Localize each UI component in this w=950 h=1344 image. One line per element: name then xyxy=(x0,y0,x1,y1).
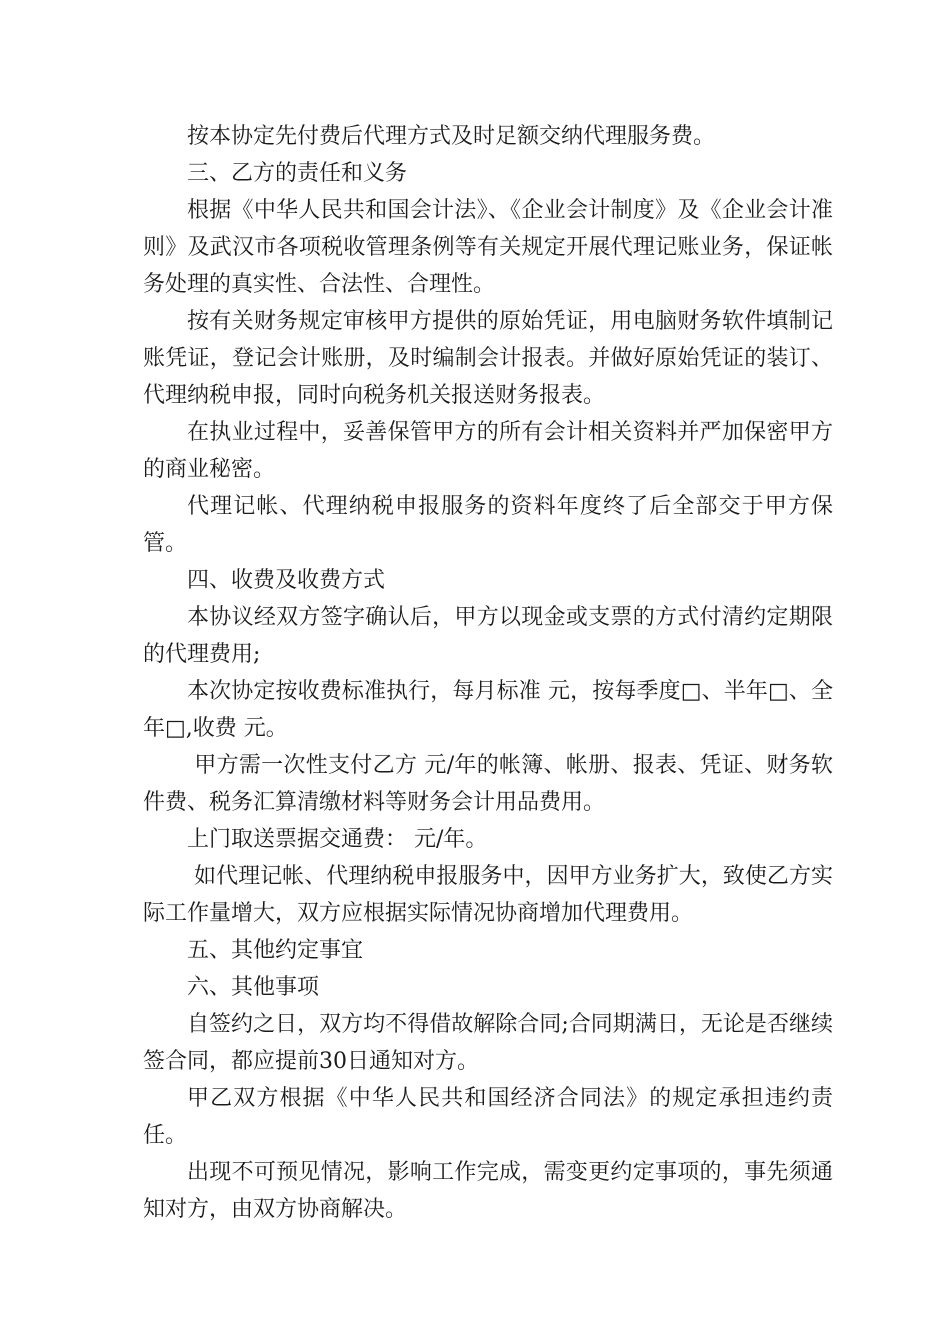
section-heading-party-b-duties: 三、乙方的责任和义务 xyxy=(187,161,408,186)
paragraph-supplies-fee: 甲方需一次性支付乙方 元/年的帐簿、帐册、报表、凭证、财务软件费、税务汇算清缴材料等财务会计用品费用。 xyxy=(143,753,833,815)
paragraph-unforeseen: 出现不可预见情况，影响工作完成，需变更约定事项的，事先须通知对方，由双方协商解决。 xyxy=(143,1160,833,1222)
paragraph-transport-fee: 上门取送票据交通费： 元/年。 xyxy=(187,827,488,852)
section-heading-other-matters: 六、其他事项 xyxy=(187,975,320,1000)
paragraph-records-handover: 代理记帐、代理纳税申报服务的资料年度终了后全部交于甲方保管。 xyxy=(143,494,833,556)
paragraph-payment-method: 本协议经双方签字确认后，甲方以现金或支票的方式付清约定期限的代理费用; xyxy=(143,605,833,667)
section-heading-fees: 四、收费及收费方式 xyxy=(187,568,386,593)
section-heading-other-agreements: 五、其他约定事宜 xyxy=(187,938,364,963)
paragraph-voucher-review: 按有关财务规定审核甲方提供的原始凭证，用电脑财务软件填制记账凭证，登记会计账册，及时编制会计报表。并做好原始凭证的装订、代理纳税申报，同时向税务机关报送财务报表。 xyxy=(143,309,833,408)
paragraph-termination: 自签约之日，双方均不得借故解除合同;合同期满日，无论是否继续签合同，都应提前30日通知对方。 xyxy=(143,1012,833,1074)
paragraph-prepay-terms: 按本协定先付费后代理方式及时足额交纳代理服务费。 xyxy=(187,124,716,149)
paragraph-fee-standard: 本次协定按收费标准执行，每月标准 元，按每季度□、半年□、全年□,收费 元。 xyxy=(143,679,833,741)
paragraph-confidentiality: 在执业过程中，妥善保管甲方的所有会计相关资料并严加保密甲方的商业秘密。 xyxy=(143,420,833,482)
paragraph-liability: 甲乙双方根据《中华人民共和国经济合同法》的规定承担违约责任。 xyxy=(143,1086,833,1148)
paragraph-fee-increase: 如代理记帐、代理纳税申报服务中，因甲方业务扩大，致使乙方实际工作量增大，双方应根据实际情况协商增加代理费用。 xyxy=(143,864,833,926)
paragraph-legal-basis: 根据《中华人民共和国会计法》、《企业会计制度》及《企业会计准则》及武汉市各项税收管理条例等有关规定开展代理记账业务，保证帐务处理的真实性、合法性、合理性。 xyxy=(143,198,833,297)
document-body xyxy=(143,118,833,1228)
